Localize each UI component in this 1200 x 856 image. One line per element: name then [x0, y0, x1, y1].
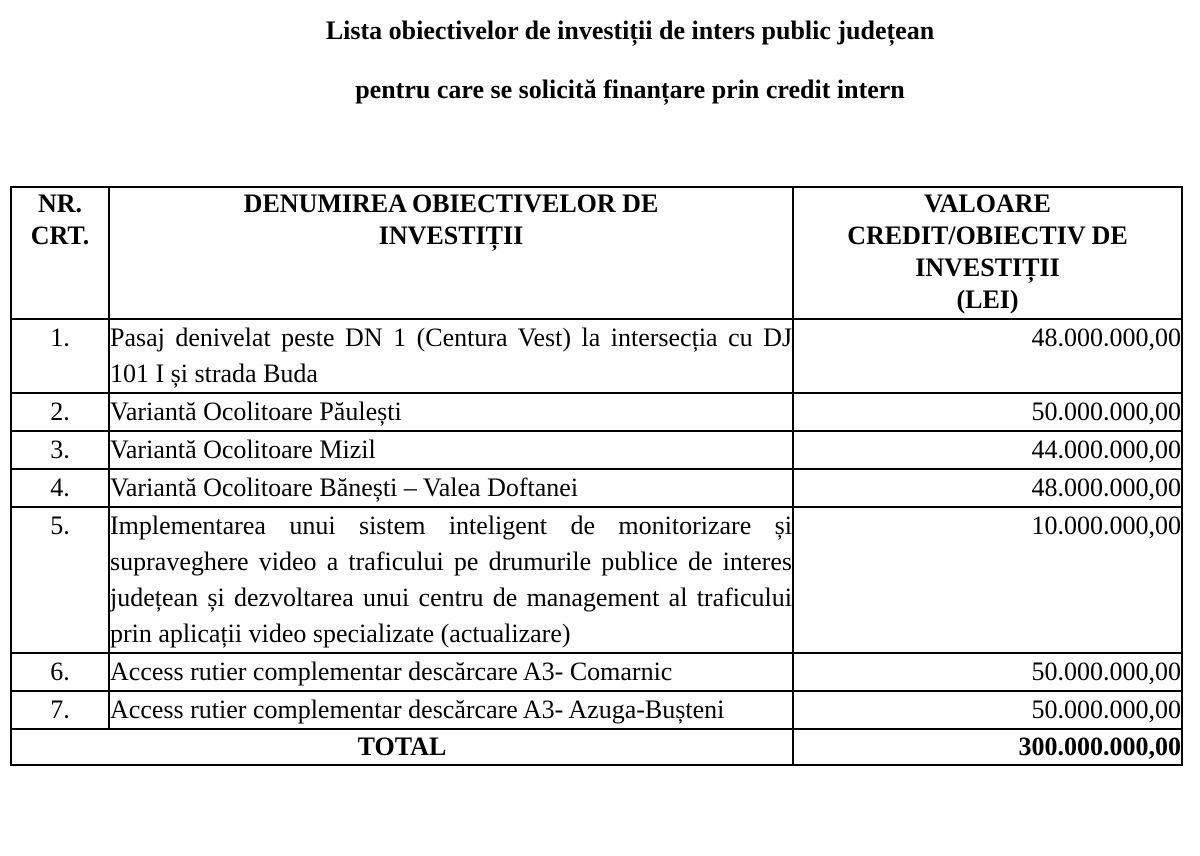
row-number: 1.: [11, 319, 109, 393]
total-value: 300.000.000,00: [793, 729, 1182, 765]
investment-objectives-table: [10, 186, 1183, 766]
table-row: [11, 393, 1182, 431]
row-number: 6.: [11, 653, 109, 691]
row-number: 3.: [11, 431, 109, 469]
credit-value: 50.000.000,00: [793, 691, 1182, 729]
credit-value: 50.000.000,00: [793, 393, 1182, 431]
table-row: [11, 653, 1182, 691]
row-number: 7.: [11, 691, 109, 729]
header-value-line-3: INVESTIȚII: [915, 253, 1060, 282]
table-row: [11, 507, 1182, 653]
header-nr-line-1: NR.: [37, 189, 83, 218]
header-name-line-1: DENUMIREA OBIECTIVELOR DE: [243, 189, 659, 218]
header-value-line-4: (LEI): [956, 285, 1019, 314]
header-nr-line-2: CRT.: [30, 221, 90, 250]
credit-value: 50.000.000,00: [793, 653, 1182, 691]
document-title-line-2: pentru care se solicită finanțare prin credit intern: [355, 75, 905, 104]
objective-name: Pasaj denivelat peste DN 1 (Centura Vest) la intersecția cu DJ 101 I și strada Buda: [109, 319, 793, 393]
table-row: [11, 319, 1182, 393]
objective-name: Variantă Ocolitoare Mizil: [109, 431, 793, 469]
credit-value: 10.000.000,00: [793, 507, 1182, 653]
header-credit-value: [793, 187, 1182, 319]
header-value-line-1: VALOARE: [924, 189, 1051, 218]
header-name-line-2: INVESTIȚII: [378, 221, 524, 250]
document-title-line-1: Lista obiectivelor de investiții de inters public județean: [325, 16, 935, 45]
table-header-row: [11, 187, 1182, 319]
row-number: 4.: [11, 469, 109, 507]
header-nr-crt: [11, 187, 109, 319]
objective-name: Variantă Ocolitoare Păulești: [109, 393, 793, 431]
objective-name: Implementarea unui sistem inteligent de monitorizare și supraveghere video a traficului pe drumurile publice de interes județean și dezvoltarea unui centru de management al traficului prin aplicații video specializate (actualizare): [109, 507, 793, 653]
header-objective-name: [109, 187, 793, 319]
total-row: [11, 729, 1182, 765]
table-row: [11, 431, 1182, 469]
objective-name: Variantă Ocolitoare Bănești – Valea Doftanei: [109, 469, 793, 507]
table-row: [11, 691, 1182, 729]
credit-value: 48.000.000,00: [793, 319, 1182, 393]
row-number: 2.: [11, 393, 109, 431]
credit-value: 44.000.000,00: [793, 431, 1182, 469]
header-value-line-2: CREDIT/OBIECTIV DE: [847, 221, 1128, 250]
objective-name: Access rutier complementar descărcare A3- Azuga-Bușteni: [109, 691, 793, 729]
row-number: 5.: [11, 507, 109, 653]
total-label: TOTAL: [11, 729, 793, 765]
table-row: [11, 469, 1182, 507]
credit-value: 48.000.000,00: [793, 469, 1182, 507]
objective-name: Access rutier complementar descărcare A3- Comarnic: [109, 653, 793, 691]
